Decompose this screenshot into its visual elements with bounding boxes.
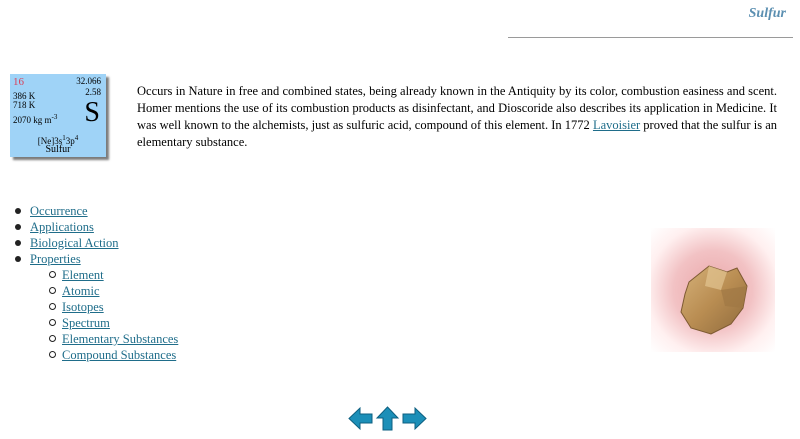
compound-substances-link[interactable]: Compound Substances bbox=[62, 348, 177, 362]
boiling-point: 386 K bbox=[13, 91, 36, 101]
sub-item-isotopes bbox=[62, 299, 178, 315]
element-link[interactable]: Element bbox=[62, 268, 104, 282]
topic-nav bbox=[14, 203, 178, 363]
elementary-substances-link[interactable]: Elementary Substances bbox=[62, 332, 179, 346]
density: 2070 kg $m^{-3}$ bbox=[13, 113, 58, 125]
page-title: Sulfur bbox=[748, 6, 786, 21]
arrow-left-icon[interactable] bbox=[348, 406, 373, 431]
electron-configuration: $[Ne]3s^13p^4$ bbox=[37, 134, 79, 146]
sub-item-elementary-substances bbox=[62, 331, 178, 347]
atomic-number: 16 bbox=[13, 76, 24, 88]
nav-item-applications bbox=[14, 219, 178, 235]
title-divider bbox=[508, 37, 793, 38]
atomic-link[interactable]: Atomic bbox=[62, 284, 100, 298]
sub-item-spectrum bbox=[62, 315, 178, 331]
element-tile bbox=[10, 74, 106, 157]
arrow-up-icon[interactable] bbox=[375, 406, 400, 431]
nav-item-properties bbox=[14, 251, 178, 363]
element-symbol: S bbox=[84, 97, 100, 128]
lavoisier-link[interactable]: Lavoisier bbox=[592, 118, 641, 132]
page-navigation bbox=[348, 406, 428, 432]
electronegativity: 2.58 bbox=[85, 87, 101, 97]
arrow-right-icon[interactable] bbox=[402, 406, 427, 431]
spectrum-link[interactable]: Spectrum bbox=[62, 316, 110, 330]
sulfur-sample-image bbox=[651, 228, 775, 352]
sub-item-element bbox=[62, 267, 178, 283]
occurrence-link[interactable]: Occurrence bbox=[30, 204, 88, 218]
biological-action-link[interactable]: Biological Action bbox=[30, 236, 119, 250]
isotopes-link[interactable]: Isotopes bbox=[62, 300, 104, 314]
applications-link[interactable]: Applications bbox=[30, 220, 94, 234]
rock-icon bbox=[651, 228, 775, 352]
nav-item-occurrence bbox=[14, 203, 178, 219]
melting-point: 718 K bbox=[13, 100, 36, 110]
sub-item-atomic bbox=[62, 283, 178, 299]
intro-paragraph: Occurs in Nature in free and combined states, being already known in the Antiquity by its color, combustion easiness and scent. Homer mentions the use of its combustion products as disinfectant, and Dioscoride also describes its application in Medicine. It was well known to the alchemists, just as sulfuric acid, compound of this element. In 1772 Lavoisier proved that the sulfur is an elementary substance. bbox=[137, 84, 777, 149]
nav-item-biological-action bbox=[14, 235, 178, 251]
properties-link[interactable]: Properties bbox=[30, 252, 81, 266]
element-name: Sulfur bbox=[45, 144, 71, 155]
properties-sublist bbox=[30, 267, 178, 363]
atomic-mass: 32.066 bbox=[76, 76, 101, 86]
sub-item-compound-substances bbox=[62, 347, 178, 363]
